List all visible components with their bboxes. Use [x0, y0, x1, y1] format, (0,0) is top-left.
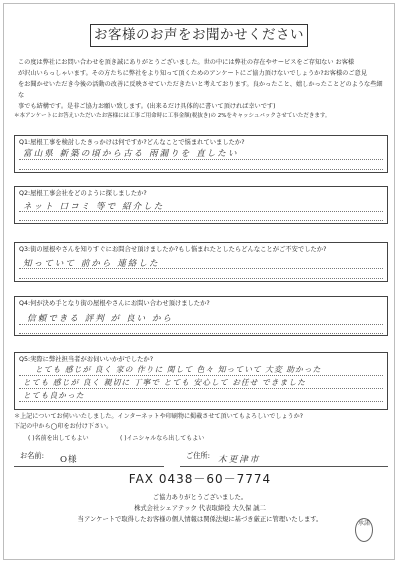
question-box-q3: [14, 242, 388, 282]
question-label: Q1:屋根工事を検討したきっかけは何ですか?どんなことで悩まれていましたか?: [19, 139, 245, 146]
question-label: Q4:何が決め手となり街の屋根やさんにお問い合わせ頂けましたか?: [19, 300, 210, 307]
name-field[interactable]: [14, 449, 164, 467]
answer-text: 富山県 新築の頃から古る 雨漏りを 直したい: [23, 149, 239, 159]
choice-name-ok[interactable]: ( )名前を出してもよい: [28, 435, 89, 442]
choice-initial-ok[interactable]: ( )イニシャルなら出してもよい: [120, 435, 205, 442]
publish-permission-note: ＊上記についてお伺いいたしました。インターネットや印刷物に掲載させて頂いてもよろしいでしょうか?: [14, 413, 303, 420]
answer-line: [19, 159, 383, 160]
privacy-note: 当アンケートで取得したお客様の個人情報は関係法規に基づき厳正に管理いたします。: [77, 516, 323, 523]
question-box-q4: [14, 296, 388, 336]
answer-text: 知っていて 前から 連絡した: [23, 259, 160, 269]
intro-paragraph: この度は弊社にお問い合わせを頂き誠にありがとうございました。世の中には弊社の存在やサービスをご存知ない お客様 が沢山いらっしゃいます。その方たちに弊社をより知って頂くためのアンケートにご協力頂けないでしょうか?お客様のご意見 をお聞かせいただき今後の活動の改善に反映させていただきたいと考えております。良かったこと、嬉しかったことどのような些細な 事でも結構です。是非ご協力お願い致します。(出来るだけ具体的に書いて頂ければ幸いです): [18, 59, 383, 110]
answer-line: [19, 211, 383, 212]
stamp-text: 承諾: [357, 520, 370, 527]
question-label: Q3:街の屋根やさんを知りすぐにお問合せ頂けましたか?もし悩まれたとしたらどんなことがご不安でしたか?: [19, 246, 327, 253]
answer-text: ネット 口コミ 等で 紹介した: [23, 202, 165, 212]
consent-stamp: [355, 518, 373, 542]
address-label: ご住所:: [186, 451, 210, 460]
choice-instruction: 下記の中から◯印をお付け下さい。: [14, 423, 113, 430]
answer-line: [19, 388, 383, 389]
answer-text: 信頼できる 評判 が 良い から: [27, 314, 174, 324]
name-label: お名前:: [20, 451, 44, 460]
answer-text: とても 感じが 良く 親切に 丁寧で とても 安心して お任せ できました: [23, 378, 306, 387]
question-box-q2: [14, 186, 388, 224]
company-signature: 株式会社シェアテック 代表取締役 大久保 誠二: [134, 505, 266, 512]
answer-text: とても 感じが 良く 家の 作りに 関して 色々 知っていて 大変 助かった: [35, 365, 322, 374]
question-box-q1: [14, 135, 388, 173]
answer-line: [19, 401, 383, 402]
question-label: Q5:実際に弊社担当者がお伺いいかがでしたか?: [19, 356, 154, 363]
address-field[interactable]: [180, 449, 388, 467]
answer-text: とても良かった: [23, 391, 85, 400]
answer-line: [19, 220, 383, 221]
answer-line: [19, 169, 383, 170]
thanks-text: ご協力ありがとうございました。: [152, 494, 248, 501]
answer-line: [19, 268, 383, 269]
answer-line: [19, 324, 383, 325]
address-value: 木更津市: [218, 455, 261, 465]
answer-line: [19, 375, 383, 376]
cashback-note: ＊本アンケートにお答えいただいたお客様には工事ご用命時に工事金額(税抜き)の 2%をキャッシュバックさせていただきます。: [14, 113, 331, 119]
question-box-q5: [14, 352, 388, 410]
fax-number: FAX 0438－60－7774: [128, 472, 272, 486]
question-label: Q2:屋根工事会社をどのように探しましたか?: [19, 190, 147, 197]
survey-title: お客様のお声をお聞かせください: [90, 24, 308, 47]
answer-line: [19, 333, 383, 334]
name-value: O様: [60, 455, 78, 465]
answer-line: [19, 278, 383, 279]
